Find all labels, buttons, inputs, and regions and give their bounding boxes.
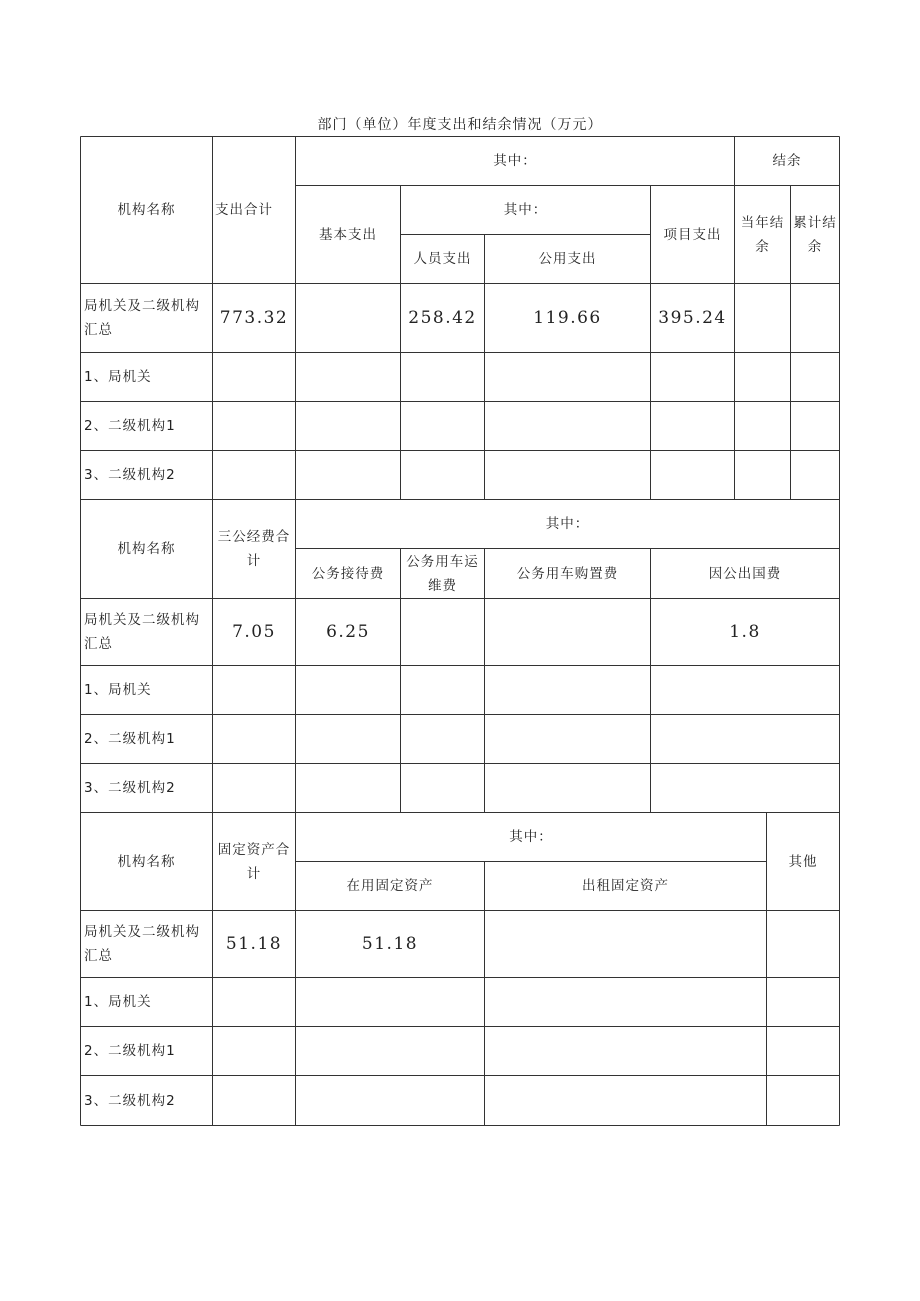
t3-header-org-label: 机构名称 <box>117 853 176 870</box>
t2-row-2-label <box>81 715 212 763</box>
t1-row-2-text: 2、二级机构1 <box>84 418 176 434</box>
t1-summary-total <box>213 284 295 352</box>
t3-row-3-text: 3、二级机构2 <box>84 1092 176 1109</box>
t2-row-summary-label <box>81 599 212 665</box>
t3-row-3-label <box>81 1076 212 1125</box>
t2-summary-total-value: 7.05 <box>232 622 276 642</box>
t1-header-qizhong-sub <box>401 186 650 234</box>
t3-header-org <box>81 813 212 910</box>
t3-header-other <box>767 813 839 910</box>
t1-header-surplus <box>735 137 839 185</box>
t2-header-reception-label: 公务接待费 <box>311 565 385 582</box>
t3-header-qizhong-label: 其中： <box>509 829 553 845</box>
t3-row-summary-label <box>81 911 212 977</box>
t3-row-2-text: 2、二级机构1 <box>84 1043 176 1059</box>
t1-summary-total-value: 773.32 <box>219 308 289 328</box>
t3-header-rented <box>485 862 766 910</box>
t1-header-current-surplus-label: 当年结余 <box>740 214 785 255</box>
t2-row-summary-text: 局机关及二级机构汇总 <box>84 612 200 652</box>
t2-summary-reception-value: 6.25 <box>326 622 370 642</box>
t1-row-2-label <box>81 402 212 450</box>
t3-summary-total <box>213 911 295 977</box>
page-title: 部门（单位）年度支出和结余情况（万元） <box>317 117 603 133</box>
t2-header-total <box>213 500 295 598</box>
t1-summary-project <box>651 284 734 352</box>
t3-header-other-label: 其他 <box>788 853 818 870</box>
t2-header-car-purchase <box>485 549 650 598</box>
t1-header-public <box>485 235 650 283</box>
t2-summary-abroad <box>651 599 839 665</box>
t1-header-total-label: 支出合计 <box>215 202 273 218</box>
t1-row-summary-text: 局机关及二级机构汇总 <box>84 298 200 338</box>
t2-summary-abroad-value: 1.8 <box>729 622 761 642</box>
t1-summary-public-value: 119.66 <box>533 308 602 328</box>
t1-header-public-label: 公用支出 <box>538 251 597 267</box>
t1-header-surplus-label: 结余 <box>772 153 802 169</box>
t1-header-qizhong <box>296 137 734 185</box>
t1-row-1-text: 1、局机关 <box>84 369 152 385</box>
t3-header-qizhong <box>296 813 766 861</box>
t1-header-personnel <box>401 235 484 283</box>
t3-row-1-text: 1、局机关 <box>84 994 152 1010</box>
t3-summary-in-use-value: 51.18 <box>361 934 419 954</box>
t1-header-cumulative-surplus <box>791 186 839 283</box>
t2-header-car-purchase-label: 公务用车购置费 <box>516 565 619 582</box>
t1-header-qizhong-label: 其中： <box>493 153 537 169</box>
t2-summary-total <box>213 599 295 665</box>
t3-row-1-label <box>81 978 212 1026</box>
t1-header-personnel-label: 人员支出 <box>413 251 472 267</box>
t2-header-qizhong <box>296 500 839 548</box>
t3-summary-in-use <box>296 911 484 977</box>
t2-summary-reception <box>296 599 400 665</box>
t1-header-org <box>81 137 212 283</box>
t2-header-car-ops <box>401 549 484 598</box>
t2-header-org <box>81 500 212 598</box>
t1-row-3-text: 3、二级机构2 <box>84 467 176 483</box>
t1-header-qizhong-sub-label: 其中： <box>503 202 548 218</box>
t2-header-reception <box>296 549 400 598</box>
t1-header-basic <box>296 186 400 283</box>
t2-header-org-label: 机构名称 <box>117 541 176 557</box>
t1-header-cumulative-surplus-label: 累计结余 <box>793 214 837 255</box>
t3-row-summary-text: 局机关及二级机构汇总 <box>84 924 200 964</box>
t2-header-abroad-label: 因公出国费 <box>708 565 782 582</box>
t3-header-in-use-label: 在用固定资产 <box>346 878 434 894</box>
t1-header-project-label: 项目支出 <box>663 226 722 243</box>
t1-header-project <box>651 186 734 283</box>
t1-row-1-label <box>81 353 212 401</box>
t1-row-3-label <box>81 451 212 499</box>
t2-header-qizhong-label: 其中： <box>545 516 590 532</box>
t3-header-total-label: 固定资产合计 <box>217 841 291 882</box>
t3-header-total <box>213 813 295 910</box>
t1-summary-public <box>485 284 650 352</box>
t2-header-abroad <box>651 549 839 598</box>
t1-header-basic-label: 基本支出 <box>319 226 377 243</box>
t1-header-total <box>213 137 295 283</box>
t2-row-1-text: 1、局机关 <box>84 682 152 698</box>
t2-header-total-label: 三公经费合计 <box>217 529 291 569</box>
t1-row-summary-label <box>81 284 212 352</box>
t2-row-3-text: 3、二级机构2 <box>84 780 176 796</box>
t3-row-2-label <box>81 1027 212 1075</box>
t1-summary-personnel <box>401 284 484 352</box>
t3-header-rented-label: 出租固定资产 <box>582 878 669 894</box>
t2-row-2-text: 2、二级机构1 <box>84 731 176 747</box>
t2-row-3-label <box>81 764 212 812</box>
t1-summary-personnel-value: 258.42 <box>408 308 477 328</box>
t1-header-org-label: 机构名称 <box>117 202 176 218</box>
t3-summary-total-value: 51.18 <box>225 934 283 954</box>
t1-summary-project-value: 395.24 <box>658 308 727 328</box>
t2-row-1-label <box>81 666 212 714</box>
t2-header-car-ops-label: 公务用车运维费 <box>406 553 479 594</box>
t1-header-current-surplus <box>735 186 790 283</box>
t3-header-in-use <box>296 862 484 910</box>
